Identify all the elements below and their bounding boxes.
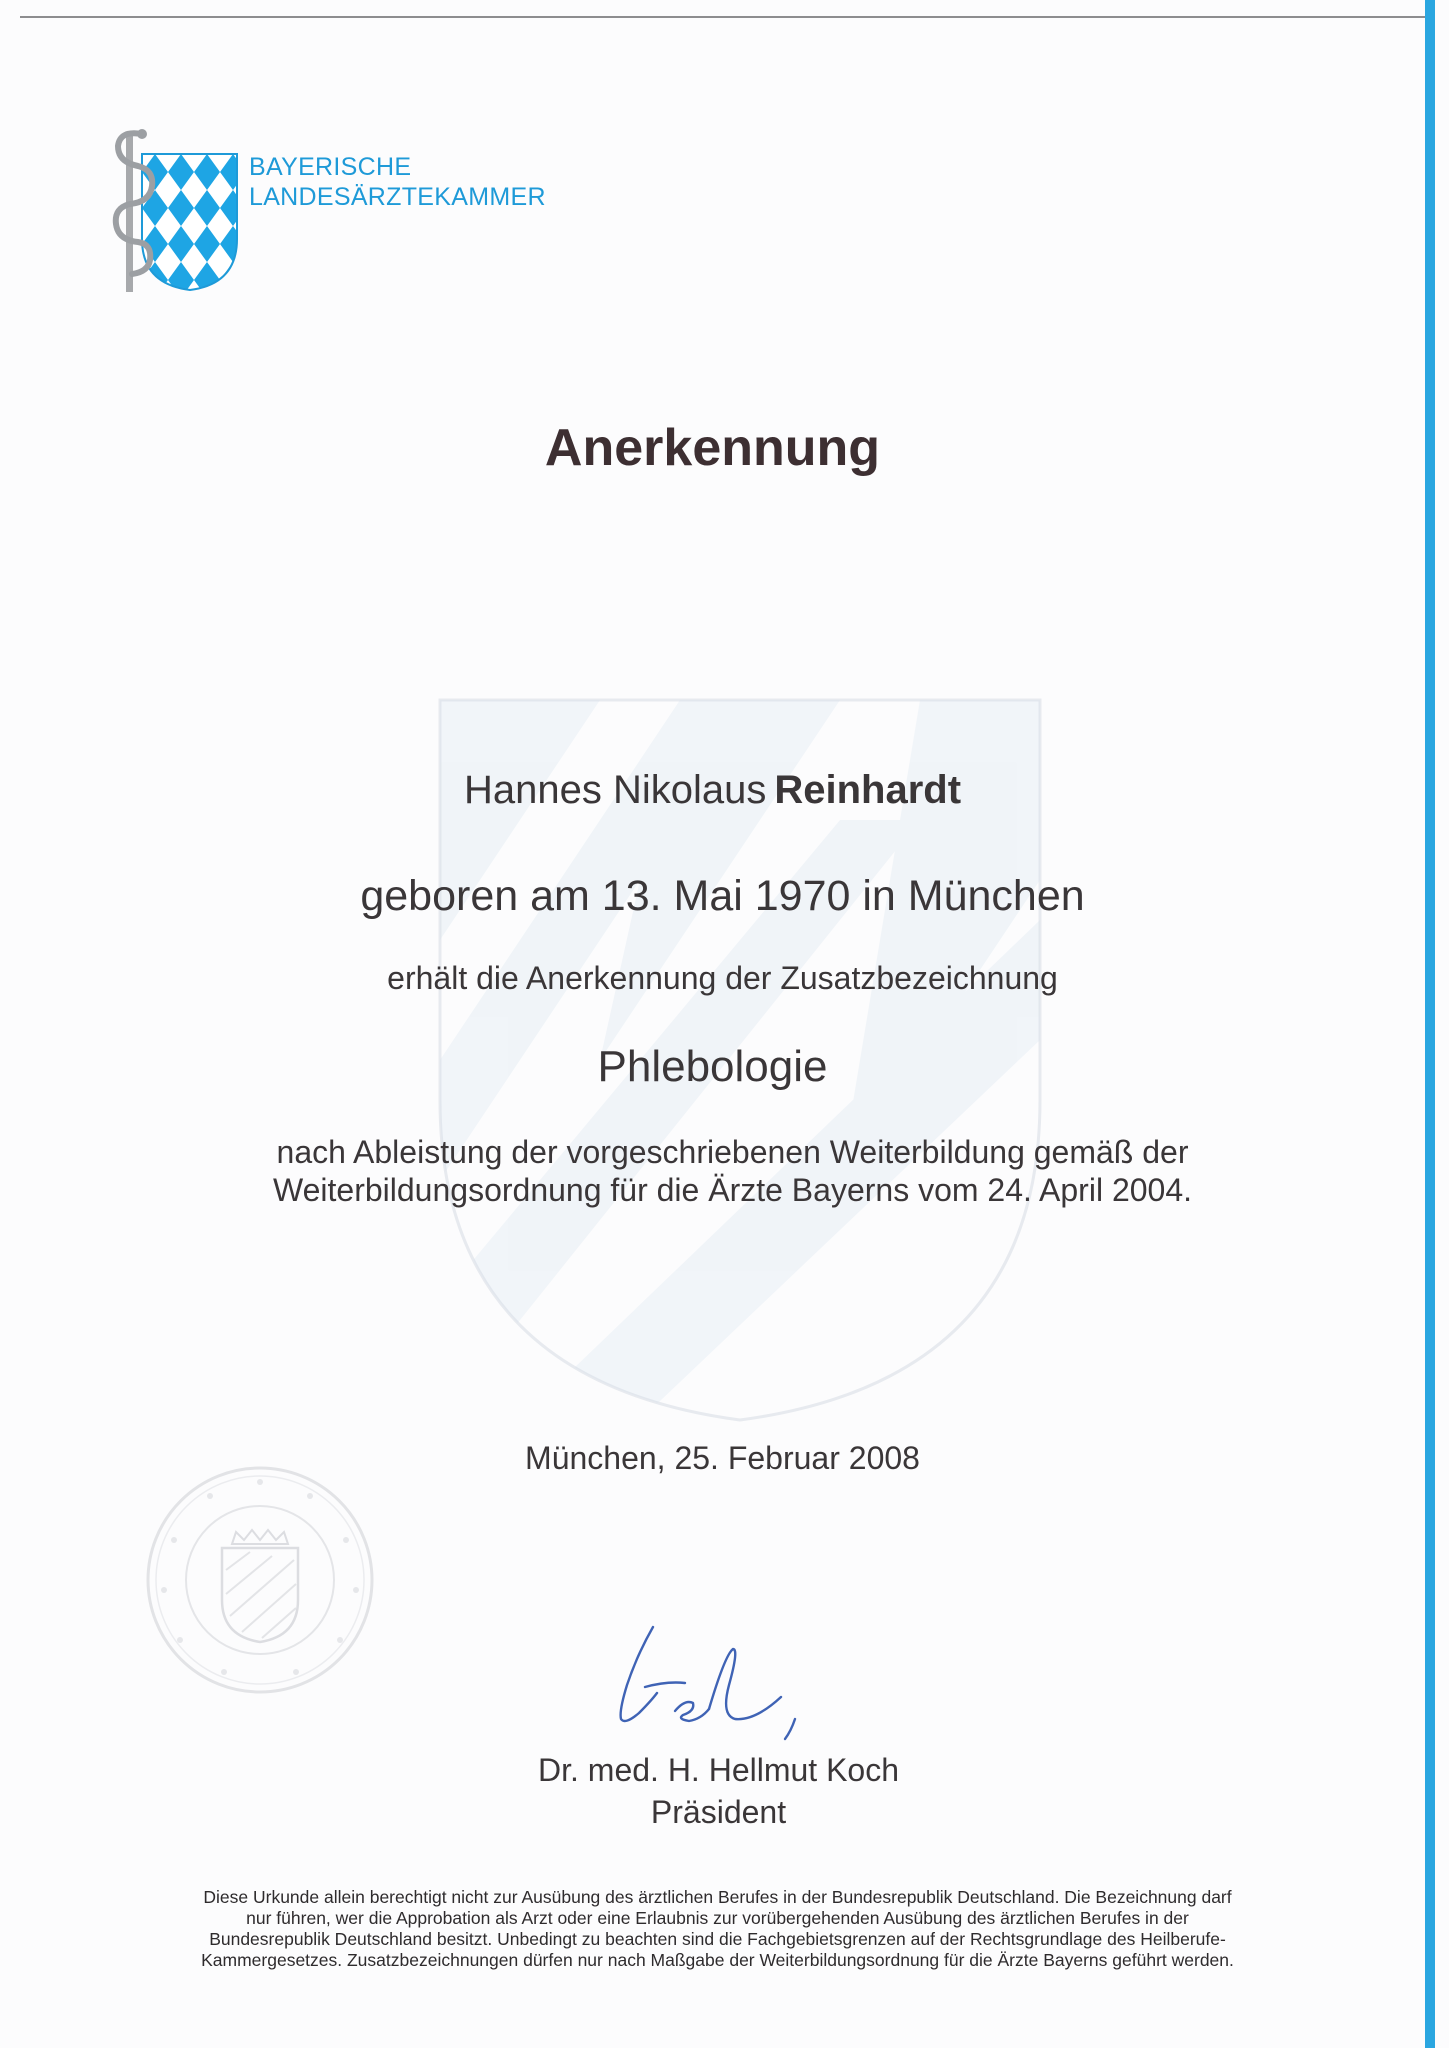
signatory-role: Präsident [650, 1794, 787, 1830]
disclaimer-line: Bundesrepublik Deutschland besitzt. Unbedingt zu beachten sind die Fachgebietsgrenzen auf der Rechtsgrundlage des Heilberufe- [209, 1929, 1226, 1949]
chamber-name-line1: BAYERISCHE [249, 153, 412, 181]
basis-line-2: Weiterbildungsordnung für die Ärzte Bayerns vom 24. April 2004. [272, 1172, 1193, 1208]
chamber-logo [112, 124, 546, 304]
disclaimer-line: Kammergesetzes. Zusatzbezeichnungen dürfen nur nach Maßgabe der Weiterbildungsordnung für die Ärzte Bayerns geführt werden. [201, 1950, 1234, 1970]
certificate-title: Anerkennung [544, 419, 881, 477]
top-rule [20, 16, 1425, 18]
right-edge-stripe [1425, 0, 1435, 2048]
birth-line: geboren am 13. Mai 1970 in München [360, 872, 1085, 920]
disclaimer-line: Diese Urkunde allein berechtigt nicht zur Ausübung des ärztlichen Berufes in der Bundesrepublik Deutschland. Die Bezeichnung darf [203, 1887, 1232, 1907]
disclaimer-line: nur führen, wer die Approbation als Arzt oder eine Erlaubnis zur vorübergehenden Ausübung des ärztlichen Berufes in der [246, 1908, 1189, 1928]
signatory-name: Dr. med. H. Hellmut Koch [538, 1752, 899, 1788]
recipient-name [0, 768, 1425, 813]
recipient-first-names: Hannes Nikolaus [463, 768, 767, 812]
embossed-seal-icon [140, 1460, 380, 1700]
recipient-last-name: Reinhardt [774, 768, 962, 812]
grant-line: erhält die Anerkennung der Zusatzbezeichnung [387, 960, 1058, 996]
chamber-name [249, 152, 546, 212]
specialty-name: Phlebologie [597, 1042, 828, 1091]
place-date: München, 25. Februar 2008 [525, 1440, 920, 1476]
chamber-name-line2: LANDESÄRZTEKAMMER [249, 183, 546, 211]
legal-disclaimer [130, 1887, 1305, 1971]
bavarian-lozenge-shield-aesculapian-staff-icon [112, 124, 242, 294]
president-signature-icon [605, 1615, 820, 1745]
basis-line-1: nach Ableistung der vorgeschriebenen Weiterbildung gemäß der [276, 1134, 1189, 1170]
